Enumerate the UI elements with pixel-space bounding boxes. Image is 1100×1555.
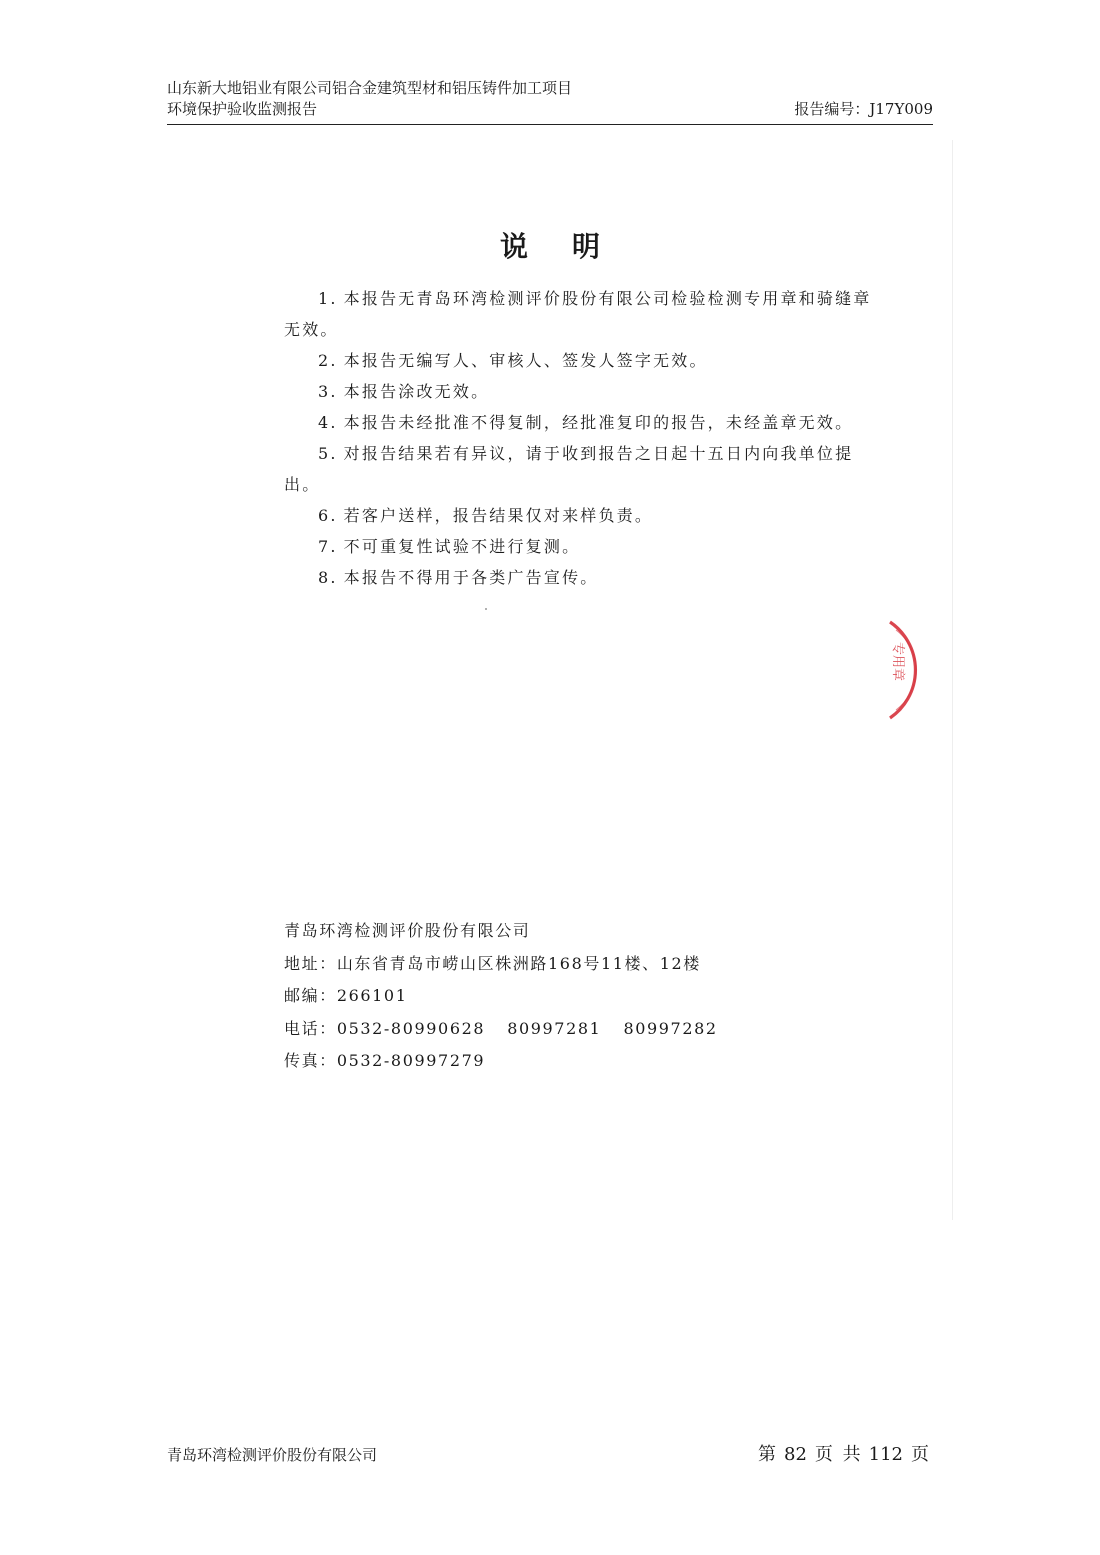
phone-label: 电话：	[284, 1018, 337, 1038]
note-item-7	[284, 531, 884, 562]
note-item-6	[284, 500, 884, 531]
contact-postcode	[284, 980, 844, 1013]
note-number: 6.	[318, 506, 338, 525]
contact-company: 青岛环湾检测评价股份有限公司	[284, 921, 531, 940]
note-number: 7.	[318, 537, 338, 556]
header-project-title: 山东新大地铝业有限公司铝合金建筑型材和铝压铸件加工项目	[167, 79, 573, 97]
page-mid: 页 共	[814, 1444, 861, 1465]
note-text: 本报告无编写人、审核人、签发人签字无效。	[343, 351, 708, 370]
note-item-3	[284, 376, 884, 407]
note-item-5	[284, 438, 884, 500]
note-item-1-continuation: 无效。	[284, 320, 339, 339]
page-prefix: 第	[758, 1444, 776, 1465]
note-text: 对报告结果若有异议，请于收到报告之日起十五日内向我单位提出。	[284, 444, 854, 494]
note-number: 8.	[318, 568, 338, 587]
note-item-2	[284, 345, 884, 376]
seal-char: 专用章	[890, 642, 905, 682]
note-text: 若客户送样，报告结果仅对来样负责。	[343, 506, 654, 525]
note-number: 1.	[318, 289, 338, 308]
notes-list	[284, 283, 884, 593]
contact-block	[284, 915, 844, 1078]
phone-value-1: 0532-80990628	[336, 1018, 486, 1038]
scan-edge-line	[952, 140, 953, 1220]
header-second-line	[167, 99, 933, 120]
contact-phone	[284, 1013, 844, 1046]
header-report-type: 环境保护验收监测报告	[167, 100, 318, 118]
postcode-value: 266101	[336, 986, 408, 1005]
note-item-4	[284, 407, 884, 438]
seal-fragment	[860, 610, 930, 730]
note-text: 本报告未经批准不得复制，经批准复印的报告，未经盖章无效。	[343, 413, 854, 432]
note-item-1	[284, 283, 884, 314]
stray-mark	[485, 608, 487, 610]
header-report-number: 报告编号：J17Y009	[794, 100, 933, 118]
note-item-8	[284, 562, 884, 593]
footer-company: 青岛环湾检测评价股份有限公司	[167, 1446, 378, 1464]
header-divider	[167, 124, 933, 125]
page-title: 说明	[499, 230, 644, 263]
note-text: 本报告不得用于各类广告宣传。	[343, 568, 599, 587]
note-text: 本报告无青岛环湾检测评价股份有限公司检验检测专用章和骑缝章	[343, 289, 872, 308]
page-number	[754, 1440, 933, 1466]
phone-value-3: 80997282	[623, 1018, 718, 1038]
contact-fax	[284, 1045, 844, 1078]
note-text: 本报告涂改无效。	[343, 382, 490, 401]
contact-address	[284, 948, 844, 981]
page-total: 112	[868, 1444, 903, 1465]
phone-value-2: 80997281	[507, 1018, 602, 1038]
fax-value: 0532-80997279	[336, 1051, 486, 1070]
fax-label: 传真：	[284, 1051, 337, 1070]
note-number: 5.	[318, 444, 338, 463]
note-number: 2.	[318, 351, 338, 370]
page-suffix: 页	[911, 1444, 929, 1465]
note-number: 3.	[318, 382, 338, 401]
postcode-label: 邮编：	[284, 986, 337, 1005]
address-value: 山东省青岛市崂山区株洲路168号11楼、12楼	[336, 953, 701, 973]
note-number: 4.	[318, 413, 338, 432]
address-label: 地址：	[284, 953, 337, 973]
page-current: 82	[784, 1444, 807, 1465]
note-text: 不可重复性试验不进行复测。	[343, 537, 581, 556]
page-footer	[167, 1440, 933, 1466]
page-header	[167, 78, 933, 120]
